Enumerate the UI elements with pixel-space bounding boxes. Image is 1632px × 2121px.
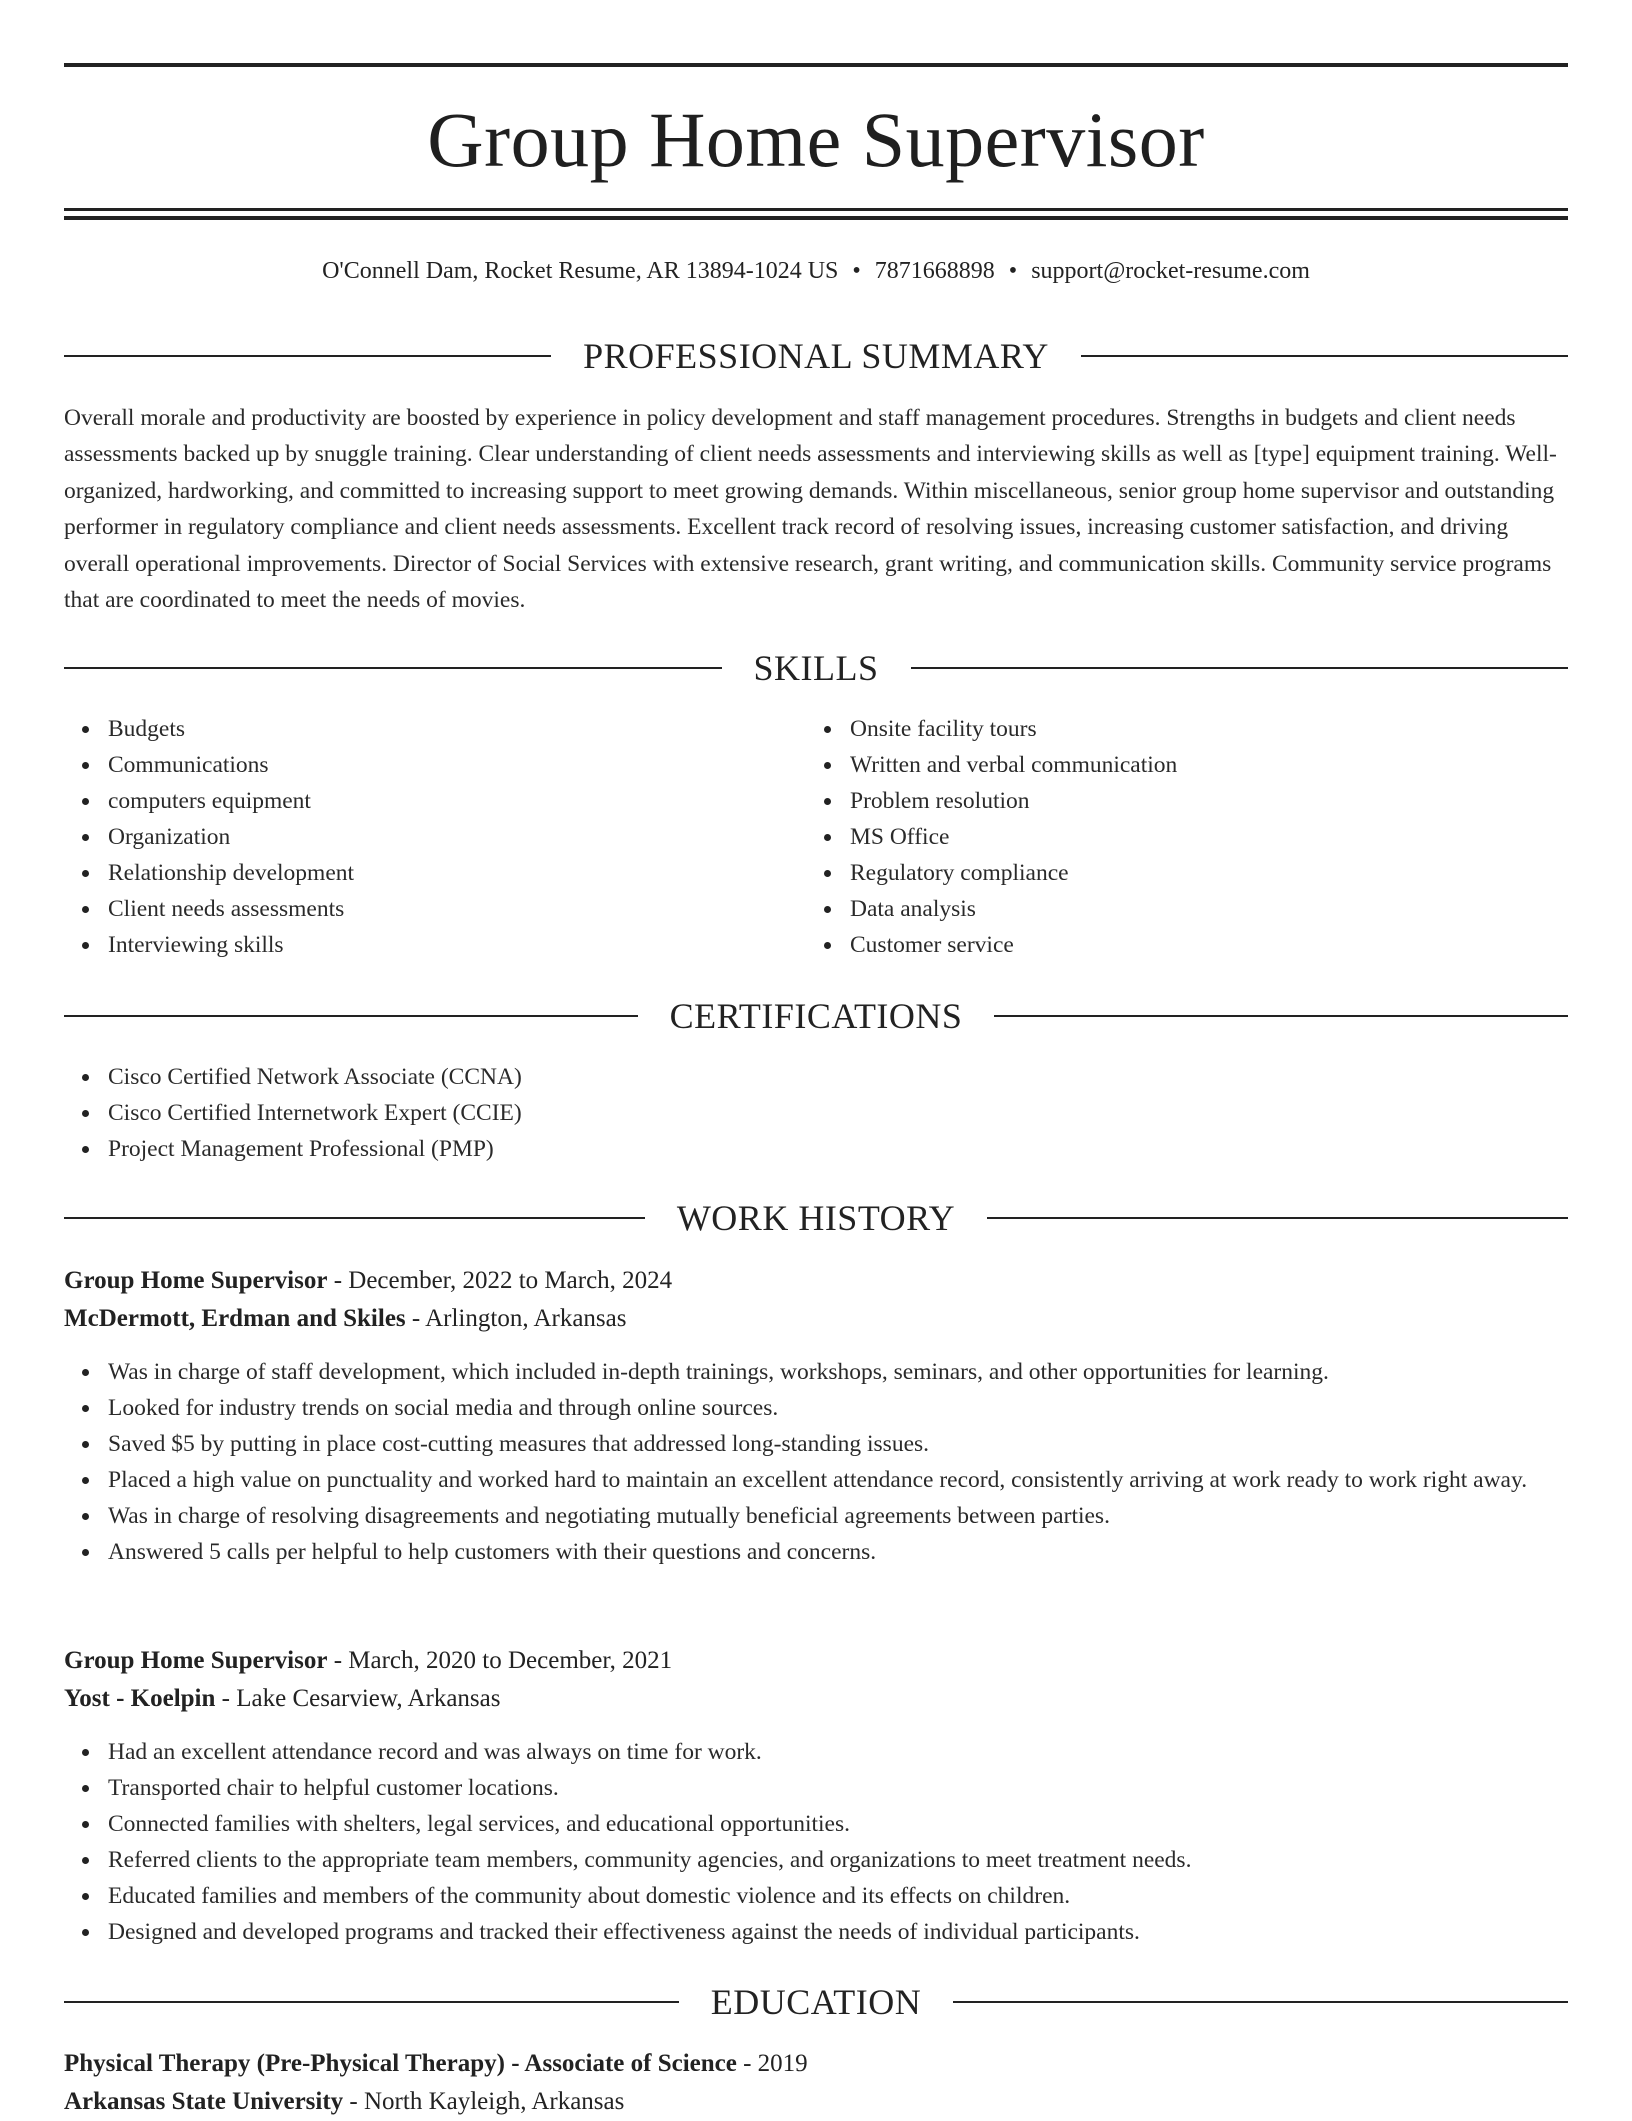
skills-list	[806, 711, 1566, 963]
job-bullet: Saved $5 by putting in place cost-cutting measures that addressed long-standing issues.	[108, 1426, 1568, 1462]
skills-list	[64, 711, 804, 963]
job-company: McDermott, Erdman and Skiles	[64, 1305, 406, 1332]
job-title: Group Home Supervisor	[64, 1647, 328, 1674]
skill-item: MS Office	[850, 819, 1566, 855]
education-degree: Physical Therapy (Pre-Physical Therapy) - Associate of Science	[64, 2050, 737, 2077]
contact-line	[64, 254, 1568, 288]
heading-rule	[64, 1217, 645, 1219]
section-label: SKILLS	[753, 648, 879, 688]
job-company-line	[64, 1300, 1568, 1338]
heading-rule	[64, 355, 551, 357]
heading-rule	[64, 667, 722, 669]
education-heading	[64, 1980, 1568, 2024]
job-title-line	[64, 1642, 1568, 1680]
job-title-line	[64, 1262, 1568, 1300]
job-dates: - March, 2020 to December, 2021	[327, 1647, 673, 1674]
job-bullets	[64, 1734, 1568, 1950]
section-label: WORK HISTORY	[676, 1198, 956, 1238]
skill-item: computers equipment	[108, 783, 804, 819]
top-rule	[64, 63, 1568, 67]
job-bullet: Had an excellent attendance record and was always on time for work.	[108, 1734, 1568, 1770]
job-bullet: Answered 5 calls per helpful to help customers with their questions and concerns.	[108, 1534, 1568, 1570]
certification-item: Cisco Certified Network Associate (CCNA)	[108, 1059, 1568, 1095]
heading-rule	[1081, 355, 1568, 357]
job-bullet: Was in charge of resolving disagreements and negotiating mutually beneficial agreements between parties.	[108, 1498, 1568, 1534]
job-entry	[64, 1262, 1568, 1570]
job-dates: - December, 2022 to March, 2024	[327, 1267, 673, 1294]
job-title: Group Home Supervisor	[64, 1267, 328, 1294]
contact-separator: •	[852, 258, 861, 284]
summary-text: Overall morale and productivity are boosted by experience in policy development and staff management procedures. Strengths in budgets and client needs assessments backed up by snuggle training. Clear understanding of client needs assessments and interviewing skills as well as [type] equipment training. Well-organized, hardworking, and committed to increasing support to meet growing demands. Within miscellaneous, senior group home supervisor and outstanding performer in regulatory compliance and client needs assessments. Excellent track record of resolving issues, increasing customer satisfaction, and driving overall operational improvements. Director of Social Services with extensive research, grant writing, and communication skills. Community service programs that are coordinated to meet the needs of movies.	[64, 405, 1557, 614]
job-bullet: Looked for industry trends on social media and through online sources.	[108, 1390, 1568, 1426]
skill-item: Interviewing skills	[108, 927, 804, 963]
skill-item: Written and verbal communication	[850, 747, 1566, 783]
job-bullet: Placed a high value on punctuality and worked hard to maintain an excellent attendance record, consistently arriving at work ready to work right away.	[108, 1462, 1568, 1498]
skill-item: Onsite facility tours	[850, 711, 1566, 747]
education-school-line	[64, 2083, 1568, 2121]
certification-item: Cisco Certified Internetwork Expert (CCIE)	[108, 1095, 1568, 1131]
education-year: - 2019	[736, 2050, 808, 2077]
section-label: EDUCATION	[710, 1982, 922, 2022]
job-company-line	[64, 1680, 1568, 1718]
certifications-list	[64, 1059, 1568, 1167]
section-label: CERTIFICATIONS	[669, 996, 963, 1036]
certification-item: Project Management Professional (PMP)	[108, 1131, 1568, 1167]
contact-email: support@rocket-resume.com	[1031, 258, 1310, 284]
skills-right-column	[806, 711, 1566, 963]
skill-item: Regulatory compliance	[850, 855, 1566, 891]
title-rule-lower	[64, 216, 1568, 220]
education-location: - North Kayleigh, Arkansas	[343, 2088, 625, 2115]
job-bullet: Educated families and members of the community about domestic violence and its effects on children.	[108, 1878, 1568, 1914]
heading-rule	[953, 2001, 1568, 2003]
job-bullets	[64, 1354, 1568, 1570]
skill-item: Relationship development	[108, 855, 804, 891]
skill-item: Client needs assessments	[108, 891, 804, 927]
heading-rule	[911, 667, 1569, 669]
education-school: Arkansas State University	[64, 2088, 344, 2115]
job-bullet: Was in charge of staff development, which included in-depth trainings, workshops, seminars, and other opportunities for learning.	[108, 1354, 1568, 1390]
resume-title: Group Home Supervisor	[427, 96, 1205, 183]
skills-left-column	[64, 711, 804, 963]
job-bullet: Transported chair to helpful customer locations.	[108, 1770, 1568, 1806]
heading-rule	[64, 2001, 679, 2003]
heading-rule	[64, 1015, 638, 1017]
job-location: - Lake Cesarview, Arkansas	[215, 1685, 501, 1712]
skill-item: Communications	[108, 747, 804, 783]
heading-rule	[994, 1015, 1568, 1017]
skill-item: Budgets	[108, 711, 804, 747]
contact-phone: 7871668898	[874, 258, 995, 284]
education-degree-line	[64, 2045, 1568, 2083]
education-entry	[64, 2045, 1568, 2121]
contact-address: O'Connell Dam, Rocket Resume, AR 13894-1024 US	[322, 258, 839, 284]
title-rule-upper	[64, 208, 1568, 211]
job-company: Yost - Koelpin	[64, 1685, 216, 1712]
summary-heading	[64, 334, 1568, 378]
job-bullet: Referred clients to the appropriate team members, community agencies, and organizations to meet treatment needs.	[108, 1842, 1568, 1878]
heading-rule	[987, 1217, 1568, 1219]
contact-separator: •	[1008, 258, 1018, 284]
skills-heading	[64, 646, 1568, 690]
skill-item: Customer service	[850, 927, 1566, 963]
section-label: PROFESSIONAL SUMMARY	[583, 336, 1049, 376]
certifications-block	[64, 1059, 1568, 1167]
job-bullet: Designed and developed programs and tracked their effectiveness against the needs of individual participants.	[108, 1914, 1568, 1950]
job-location: - Arlington, Arkansas	[405, 1305, 627, 1332]
skill-item: Data analysis	[850, 891, 1566, 927]
certifications-heading	[64, 994, 1568, 1038]
job-entry	[64, 1642, 1568, 1950]
skill-item: Organization	[108, 819, 804, 855]
job-bullet: Connected families with shelters, legal services, and educational opportunities.	[108, 1806, 1568, 1842]
work-history-heading	[64, 1196, 1568, 1240]
skill-item: Problem resolution	[850, 783, 1566, 819]
